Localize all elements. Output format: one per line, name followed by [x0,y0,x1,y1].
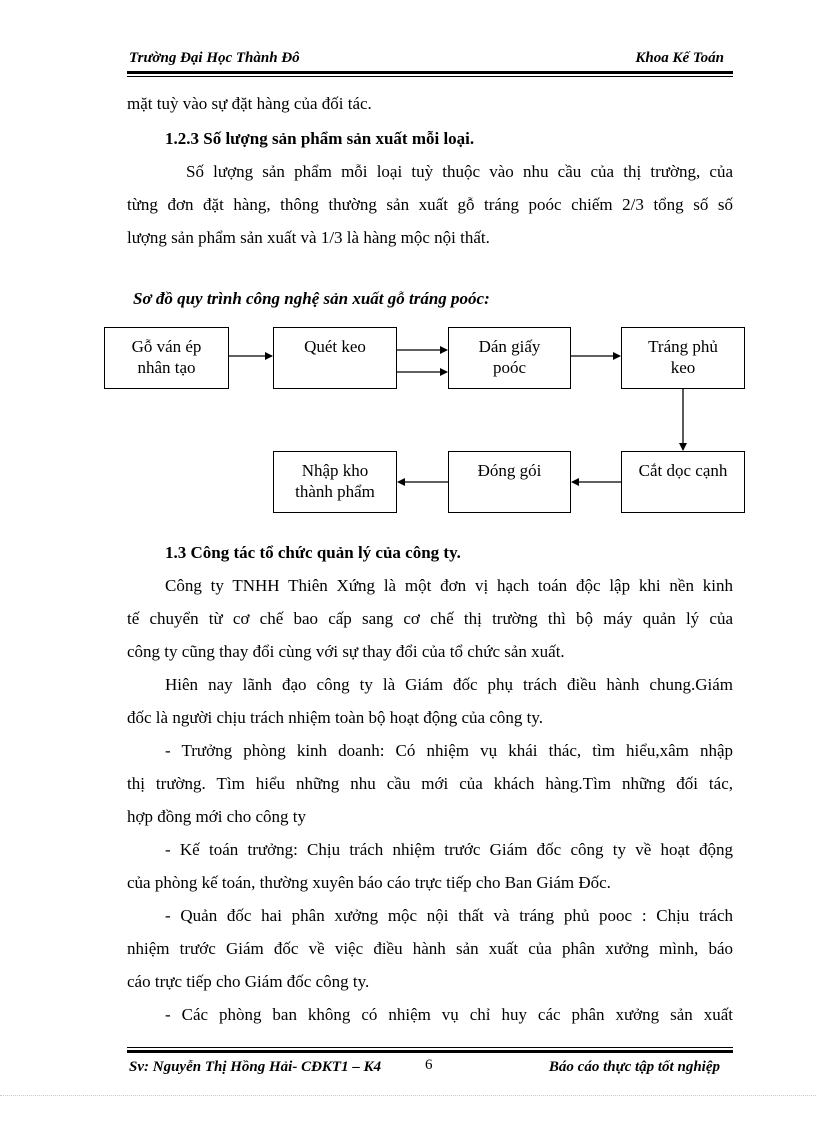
section-123-line: Số lượng sản phẩm mỗi loại tuỳ thuộc vào nhu cầu của thị trường, của [186,162,733,181]
box-label: Quét keo [304,337,366,356]
para-foreman-line: - Quản đốc hai phân xưởng mộc nội thất và tráng phủ pooc : Chịu trách [165,906,733,925]
para-departments-line: - Các phòng ban không có nhiệm vụ chỉ huy các phân xưởng sản xuất [165,1005,733,1024]
box-label: Dán giấy [478,337,541,356]
section-13-heading: 1.3 Công tác tổ chức quản lý của công ty. [165,543,461,562]
section-123-heading: 1.2.3 Số lượng sản phẩm sản xuất mỗi loại. [165,129,475,148]
box-label: keo [670,358,696,377]
box-label: Cắt dọc cạnh [638,461,728,480]
header-faculty: Khoa Kế Toán [635,50,724,66]
box-label: Đóng gói [477,461,542,480]
diagram-title: Sơ đồ quy trình công nghệ sản xuất gỗ tráng poóc: [133,289,490,308]
page-number: 6 [425,1057,433,1073]
para-accountant-line: của phòng kế toán, thường xuyên báo cáo trực tiếp cho Ban Giám Đốc. [127,873,611,892]
para-sales-line: hợp đồng mới cho công ty [127,807,306,826]
footer-rule-thick [127,1050,733,1053]
para-foreman-line: nhiệm trước Giám đốc về việc điều hành sản xuất của phân xưởng mình, báo [127,939,733,958]
header-school: Trường Đại Học Thành Đô [129,50,300,66]
para-foreman-line: cáo trực tiếp cho Giám đốc công ty. [127,972,370,991]
para-company-line: Công ty TNHH Thiên Xứng là một đơn vị hạch toán độc lập khi nền kinh [165,576,733,595]
footer-rule-thin [127,1047,733,1048]
box-label: thành phẩm [295,482,375,501]
para-director-line: Hiên nay lãnh đạo công ty là Giám đốc phụ trách điều hành chung.Giám [165,675,733,694]
footer-report-title: Báo cáo thực tập tốt nghiệp [548,1059,720,1075]
para-company-line: tế chuyển từ cơ chế bao cấp sang cơ chế thị trường thì bộ máy quản lý của [127,609,733,628]
footer-student: Sv: Nguyễn Thị Hồng Hải- CĐKT1 – K4 [129,1059,382,1075]
para-sales-line: thị trường. Tìm hiểu những nhu cầu mới của khách hàng.Tìm những đối tác, [127,774,733,793]
section-123-line: lượng sản phẩm sản xuất và 1/3 là hàng mộc nội thất. [127,228,490,247]
box-label: Nhập kho [301,461,369,480]
continuation-line: mặt tuỳ vào sự đặt hàng của đối tác. [127,94,372,113]
para-sales-line: - Trưởng phòng kinh doanh: Có nhiệm vụ khái thác, tìm hiểu,xâm nhập [165,741,733,760]
section-123-line: từng đơn đặt hàng, thông thường sản xuất gỗ tráng poóc chiếm 2/3 tổng số số [127,195,733,214]
box-label: poóc [492,358,527,377]
box-label: nhân tạo [137,358,196,377]
para-company-line: công ty cũng thay đổi cùng với sự thay đổi của tổ chức sản xuất. [127,642,565,661]
box-label: Tráng phủ [648,337,718,356]
box-label: Gỗ ván ép [131,337,202,356]
page-edge-divider [0,1095,816,1096]
para-director-line: đốc là người chịu trách nhiệm toàn bộ hoạt động của công ty. [127,708,544,727]
para-accountant-line: - Kế toán trưởng: Chịu trách nhiệm trước Giám đốc công ty về hoạt động [165,840,733,859]
